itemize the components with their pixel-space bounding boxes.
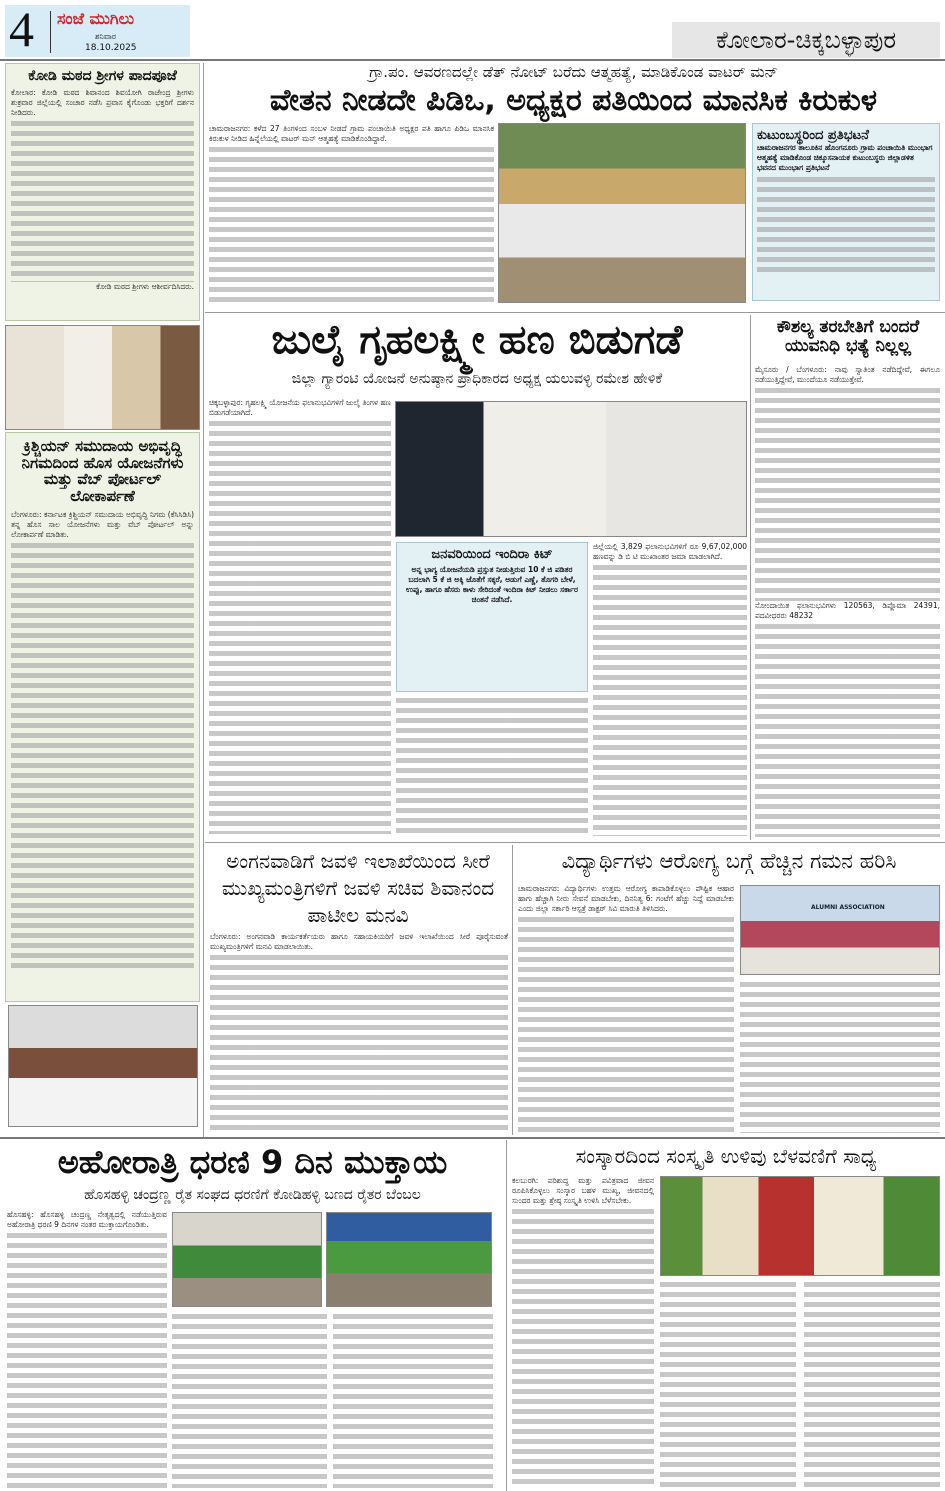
lead: ಚಾಮರಾಜನಗರ: ಕಳೆದ 27 ತಿಂಗಳಿಂದ ಸಂಬಳ ನೀಡದೆ ಗ್ರಾಮ ಪಂಚಾಯಿತಿ ಅಧ್ಯಕ್ಷರ ಪತಿ ಹಾಗೂ ಪಿಡಿಒ ಮಾನಸಿಕ ಕಿರುಕುಳ ನೀಡಿದ ಹಿನ್ನೆಲೆಯಲ್ಲಿ ವಾಟರ್ ಮನ್ ಆತ್ಮಹತ್ಯೆ ಮಾಡಿಕೊಂಡಿದ್ದಾರೆ.: [209, 124, 494, 143]
gruhalakshmi-photo: [395, 401, 747, 537]
gruhalakshmi-body-col1: [209, 398, 391, 834]
lead: ಕೋಲಾರ: ಕೋಡಿ ಮಠದ ಶಿವಾನಂದ ಶಿವಯೋಗಿ ರಾಜೇಂದ್ರ ಶ್ರೀಗಳು ಶುಕ್ರವಾರ ಜಿಲ್ಲೆಯಲ್ಲಿ ಸಂಚಾರ ನಡೆಸಿ ಪ್ರವಾಸ ಕೈಗೊಂಡು ಭಕ್ತರಿಗೆ ದರ್ಶನ ನೀಡಿದರು.: [11, 88, 194, 118]
koodi-photo: [5, 325, 200, 430]
ahoratri-photo-2: [326, 1212, 492, 1307]
ahoratri-body-col1: [7, 1210, 167, 1488]
stats: ನೋಂದಾಯಿತ ಫಲಾನುಭವಿಗಳು 120563, ಡಿಪ್ಲೊಮಾ 24391, ಪದವೀಧರರು 48232: [755, 601, 940, 620]
gruhalakshmi-body-col2: [396, 696, 588, 836]
koodi-article: [5, 63, 200, 321]
gruhalakshmi-body-col3: [593, 542, 747, 836]
samskara-photo: [660, 1176, 940, 1276]
lead: ಕಲಬುರಗಿ: ಪರಿಶುದ್ಧ ಮತ್ತು ಪವಿತ್ರವಾದ ಜೀವನ ರೂಪಿಸಿಕೊಳ್ಳಲು ಸಂಸ್ಕಾರ ಬಹಳ ಮುಖ್ಯ, ಜೀವನದಲ್ಲಿ ಸುಂದರ ಮತ್ತು ಶ್ರೇಷ್ಠ ಸಂಸ್ಕೃತಿ ಉಳಿಸಿ ಬೆಳೆಸಬೇಕು.: [512, 1176, 654, 1205]
masthead: [5, 1, 190, 57]
students-body-col1: [518, 884, 734, 1134]
lead: ಚಿಕ್ಕಬಳ್ಳಾಪುರ: ಗೃಹಲಕ್ಷ್ಮಿ ಯೋಜನೆಯ ಫಲಾನುಭವಿಗಳಿಗೆ ಜುಲೈ ತಿಂಗಳ ಹಣ ಬಿಡುಗಡೆಯಾಗಿದೆ.: [209, 398, 391, 417]
christian-photo: [8, 1005, 198, 1127]
issue-day: ಶನಿವಾರ: [95, 32, 117, 41]
ahoratri-body-col3: [333, 1312, 493, 1488]
protest-sidebar: [752, 123, 940, 301]
indira-kit-box: [396, 542, 588, 692]
gruhalakshmi-headline: ಜುಲೈ ಗೃಹಲಕ್ಷ್ಮೀ ಹಣ ಬಿಡುಗಡೆ: [271, 317, 683, 363]
headline: ಜನವರಿಯಿಂದ ಇಂದಿರಾ ಕಿಟ್: [431, 547, 553, 562]
top-story-headline: ವೇತನ ನೀಡದೇ ಪಿಡಿಒ, ಅಧ್ಯಕ್ಷರ ಪತಿಯಿಂದ ಮಾನಸಿಕ ಕಿರುಕುಳ: [269, 83, 878, 118]
stat-text: ಜಿಲ್ಲೆಯಲ್ಲಿ 3,829 ಫಲಾನುಭವಿಗಳಿಗೆ ರೂ 9,67,02,000 ಹಣವನ್ನು ಡಿ ಬಿ ಟಿ ಮುಖಾಂತರ ಜಮಾ ಮಾಡಲಾಗಿದೆ.: [593, 542, 747, 561]
banner-text: ALUMNI ASSOCIATION: [811, 904, 885, 911]
issue-date: 18.10.2025: [85, 43, 137, 53]
samskara-body-col1: [512, 1176, 654, 1488]
students-body-col2: [740, 980, 940, 1133]
gruhalakshmi-subhead: ಜಿಲ್ಲಾ ಗ್ಯಾರಂಟಿ ಯೋಜನೆ ಅನುಷ್ಠಾನ ಪ್ರಾಧಿಕಾರದ ಅಧ್ಯಕ್ಷ ಯಲುವಳ್ಳಿ ರಮೇಶ ಹೇಳಿಕೆ: [291, 371, 663, 387]
headline: ಕ್ರಿಶ್ಚಿಯನ್ ಸಮುದಾಯ ಅಭಿವೃದ್ಧಿ ನಿಗಮದಿಂದ ಹೊಸ ಯೋಜನೆಗಳು ಮತ್ತು ವೆಬ್ ಪೋರ್ಟಲ್ ಲೋಕಾರ್ಪಣೆ: [21, 437, 184, 505]
lead: ಹೊಸಹಳ್ಳಿ: ಹೊಸಹಳ್ಳಿ ಚಂದ್ರಣ್ಣ ನೇತೃತ್ವದಲ್ಲಿ ನಡೆಯುತ್ತಿರುವ ಅಹೋರಾತ್ರಿ ಧರಣಿ 9 ದಿನಗಳ ನಂತರ ಮುಕ್ತಾಯಗೊಂಡಿತು.: [7, 1210, 167, 1229]
ahoratri-subhead: ಹೊಸಹಳ್ಳಿ ಚಂದ್ರಣ್ಣ ರೈತ ಸಂಘದ ಧರಣಿಗೆ ಕೋಡಿಹಳ್ಳಿ ಬಣದ ರೈತರ ಬೆಂಬಲ: [84, 1187, 421, 1203]
section-title: ಕೋಲಾರ-ಚಿಕ್ಕಬಳ್ಳಾಪುರ: [672, 22, 940, 58]
anganwadi-body: [210, 932, 508, 1132]
headline: ಕೋಡಿ ಮಠದ ಶ್ರೀಗಳ ಪಾದಪೂಜೆ: [28, 68, 177, 84]
lead: ಬೆಂಗಳೂರು: ಅಂಗನವಾಡಿ ಕಾರ್ಯಕರ್ತೆಯರು ಹಾಗೂ ಸಹಾಯಕಿಯರಿಗೆ ಜವಳಿ ಇಲಾಖೆಯಿಂದ ಸೀರೆ ಪೂರೈಸುವಂತೆ ಮುಖ್ಯಮಂತ್ರಿಗಳಿಗೆ ಮನವಿ ಮಾಡಲಾಯಿತು.: [210, 932, 508, 951]
students-photo: [740, 885, 940, 975]
christian-article: [5, 432, 200, 1002]
paper-logo: ಸಂಜೆ ಮುಗಿಲು: [57, 9, 135, 28]
lead: ಬೆಂಗಳೂರು: ಕರ್ನಾಟಕ ಕ್ರಿಶ್ಚಿಯನ್ ಸಮುದಾಯ ಅಭಿವೃದ್ಧಿ ನಿಗಮ (ಕೆಸಿಸಿಡಿಸಿ) ತನ್ನ ಹೊಸ ಸಾಲ ಯೋಜನೆಗಳು ಮತ್ತು ವೆಬ್ ಪೋರ್ಟಲ್ ಅನ್ನು ಲೋಕಾರ್ಪಣೆ ಮಾಡಿತು.: [11, 510, 194, 539]
headline: ಕುಟುಂಬಸ್ಥರಿಂದ ಪ್ರತಿಭಟನೆ: [757, 128, 869, 143]
top-story-photo: [498, 123, 746, 303]
top-story-body: [209, 124, 494, 304]
ahoratri-photo-1: [172, 1212, 322, 1307]
summary: ಚಾಮರಾಜನಗರ ತಾಲೂಕಿನ ಹೊಂಗನೂರು ಗ್ರಾಮ ಪಂಚಾಯಿತಿ ಮುಂಭಾಗ ಆತ್ಮಹತ್ಯೆ ಮಾಡಿಕೊಂಡ ಚಿಕ್ಕೂಸನಾಯಕ ಕುಟುಂಬಸ್ಥರು ಜಿಲ್ಲಾಡಳಿತ ಭವನದ ಮುಂಭಾಗ ಪ್ರತಿಭಟನೆ: [757, 143, 933, 172]
samskara-body-col2: [660, 1280, 796, 1488]
students-headline: ವಿದ್ಯಾರ್ಥಿಗಳು ಆರೋಗ್ಯ ಬಗ್ಗೆ ಹೆಚ್ಚಿನ ಗಮನ ಹರಿಸಿ: [561, 849, 897, 873]
lead: ಮೈಸೂರು / ಬೆಂಗಳೂರು: ನಾವು ಸ್ವಾತಿಂತ ನಡೆದಿದ್ದೇವೆ, ಈಗಲೂ ನಡೆಯುತ್ತಿದ್ದೇವೆ, ಮುಂದೆಯೂ ನಡೆಯುತ್ತೇವೆ.: [755, 365, 940, 384]
box-text: ಅನ್ನ ಭಾಗ್ಯ ಯೋಜನೆಯಡಿ ಪ್ರಸ್ತುತ ನೀಡುತ್ತಿರುವ 10 ಕೆ ಜಿ ಪಡಿತರ ಬದಲಾಗಿ 5 ಕೆ ಜಿ ಅಕ್ಕಿ ಜೊತೆಗೆ ಸಕ್ಕರೆ, ಅಡುಗೆ ಎಣ್ಣೆ, ತೊಗರಿ ಬೇಳೆ, ಉಪ್ಪು, ಹಾಗೂ ಹೆಸರು ಕಾಳು ಸೇರಿದಂತೆ ಇಂದಿರಾ ಕಿಟ್ ನೀಡಲು ಸರ್ಕಾರ ಚಿಂತನೆ ನಡೆಸಿದೆ.: [406, 565, 578, 605]
closing-line: ಕೋಡಿ ಮಠದ ಶ್ರೀಗಳು ಆಶೀರ್ವದಿಸಿದರು.: [96, 282, 194, 292]
top-story-kicker: ಗ್ರಾ.ಪಂ. ಆವರಣದಲ್ಲೇ ಡೆತ್ ನೋಟ್ ಬರೆದು ಆತ್ಮಹತ್ಯೆ, ಮಾಡಿಕೊಂಡ ವಾಟರ್ ಮನ್: [369, 63, 778, 81]
yuvanidhi-body: [755, 365, 940, 837]
page-number: 4: [9, 1, 34, 57]
lead: ಚಾಮರಾಜನಗರ: ವಿದ್ಯಾರ್ಥಿಗಳು ಉತ್ತಮ ಆರೋಗ್ಯ ಕಾಪಾಡಿಕೊಳ್ಳಲು ಪೌಷ್ಟಿಕ ಆಹಾರ ಹಾಗು ಹೆಚ್ಚಾಗಿ ನೀರು ಸೇವನೆ ಮಾಡಬೇಕು, ದಿನನಿತ್ಯ 6: ಗಂಟೆಗೆ ಹೆಚ್ಚು ನಿದ್ದೆ ಮಾಡಬೇಕು ಎಂದು ಜಿಲ್ಲಾ ಸರ್ಕಾರಿ ಆಸ್ಪತ್ರೆ ಡಾಕ್ಟರ್ ಸಿವಿ ಮಾರುತಿ ತಿಳಿಸಿದರು.: [518, 884, 734, 913]
ahoratri-body-col2: [172, 1312, 327, 1488]
samskara-body-col3: [804, 1280, 940, 1488]
ahoratri-headline: ಅಹೋರಾತ್ರಿ ಧರಣಿ 9 ದಿನ ಮುಕ್ತಾಯ: [57, 1143, 448, 1181]
anganwadi-headline: ಅಂಗನವಾಡಿಗೆ ಜವಳಿ ಇಲಾಖೆಯಿಂದ ಸೀರೆ ಮುಖ್ಯಮಂತ್ರಿಗಳಿಗೆ ಜವಳಿ ಸಚಿವ ಶಿವಾನಂದ ಪಾಟೀಲ ಮನವಿ: [221, 849, 495, 927]
samskara-headline: ಸಂಸ್ಕಾರದಿಂದ ಸಂಸ್ಕೃತಿ ಉಳಿವು ಬೆಳವಣಿಗೆ ಸಾಧ್ಯ: [575, 1144, 877, 1168]
yuvanidhi-headline: ಕೌಶಲ್ಯ ತರಬೇತಿಗೆ ಬಂದರೆ ಯುವನಿಧಿ ಭತ್ಯೆ ನಿಲ್ಲಲ್ಲ: [776, 317, 920, 356]
